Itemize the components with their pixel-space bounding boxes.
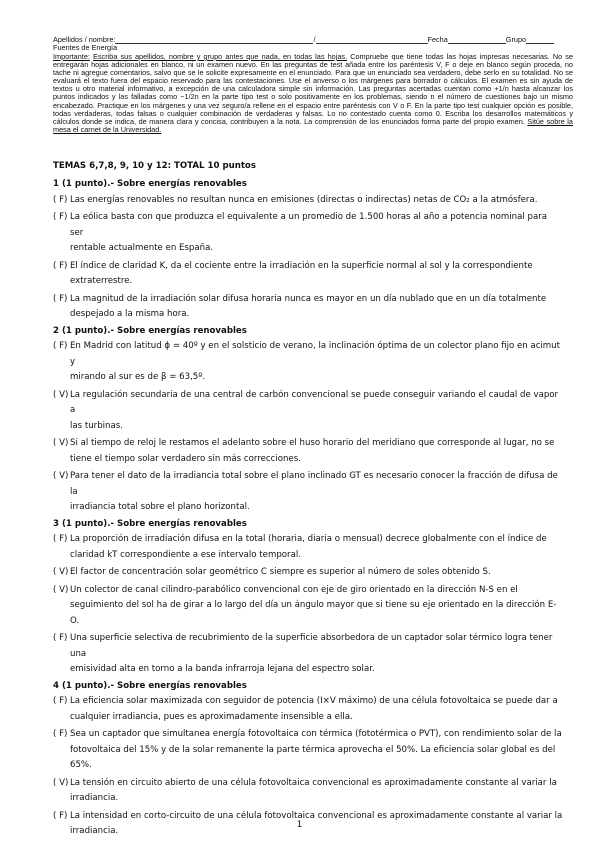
importante-label: Importante: xyxy=(53,52,90,61)
question-heading: 2 (1 punto).- Sobre energías renovables xyxy=(53,325,247,336)
answer-box[interactable]: ( V) xyxy=(53,567,69,577)
statement-text: claridad kT correspondiente a ese intervalo temporal. xyxy=(70,549,301,560)
statement-text: En Madrid con latitud ϕ = 40º y en el solsticio de verano, la inclinación óptima de un colector plano fijo en acimut y xyxy=(70,341,560,367)
answer-box[interactable]: ( V) xyxy=(53,777,69,788)
subject-name: Fuentes de Energía xyxy=(53,43,118,52)
test-item xyxy=(53,727,563,774)
answer-box[interactable]: ( F) xyxy=(53,293,68,304)
statement-text: tiene el tiempo solar verdadero sin más correcciones. xyxy=(70,453,301,464)
test-item xyxy=(53,565,563,581)
test-item xyxy=(53,292,563,323)
test-item xyxy=(53,469,563,516)
instructions-end: Sitúe sobre la mesa el carnet de la Universidad. xyxy=(53,116,573,134)
grupo-blank[interactable] xyxy=(526,36,554,44)
apellidos-blank[interactable] xyxy=(115,35,316,44)
statement-text: La eficiencia solar maximizada con seguidor de potencia (I×V máximo) de una célula fotovoltaica se puede dar a xyxy=(70,696,558,706)
statement-text: emisividad alta en torno a la banda infrarroja lejana del espectro solar. xyxy=(70,664,375,674)
name-separator: / xyxy=(313,35,316,44)
answer-box[interactable]: ( F) xyxy=(53,212,68,222)
statement-text: fotovoltaica del 15% y de la solar remanente la parte térmica aprovecha el 50%. La eficiencia solar global es del xyxy=(70,744,556,755)
statement-text: La eólica basta con que produzca el equivalente a un promedio de 1.500 horas al año a potencia nominal para ser xyxy=(70,212,548,238)
instructions-body: Compruebe que tiene todas las hojas impresas necesarias. No se entregarán hojas adicionales en blanco, ni un examen nuevo. En las preguntas de test añada entre los paréntesis V, F o deje en blanco según proceda, no tache ni agregue comentarios, salvo que se le solicite expresamente en el enunciado. Para que un enunciado sea verdadero, debe serlo en su totalidad. No se evaluará el texto fuera del espacio reservado para las contestaciones. Use el anverso o los márgenes para borrador o cálculos. El examen es sin ayuda de textos u otro material informativo, a excepción de una calculadora simple sin información. Las preguntas acertadas cuentan como +1/n hasta alcanzar los puntos indicados y las falladas como −1/2n en la parte tipo test o solo positivamente en los problemas, siendo n el número de cuestiones bajo un mismo encabezado. Practique en los márgenes y una vez seguro/a rellene en el espacio entre paréntesis con V o F. En la parte tipo test cualquier opción es posible, todas verdaderas, todas falsas o cualquier combinación de verdaderas y falsas. Lo no contestado cuenta como 0. Escriba los desarrollos matemáticos y cálculos donde se indica, de manera clara y concisa, contribuyen a la nota. La comprensión de los enunciados forma parte del propio examen. xyxy=(53,52,573,126)
statement-text: cualquier irradiancia, pues es aproximadamente insensible a ella. xyxy=(70,711,353,722)
answer-box[interactable]: ( V) xyxy=(53,584,69,595)
test-item xyxy=(53,339,563,386)
page-number: 1 xyxy=(296,820,303,830)
exam-title: TEMAS 6,7,8, 9, 10 y 12: TOTAL 10 puntos xyxy=(53,161,256,171)
statement-text: extraterrestre. xyxy=(70,276,133,286)
statement-text: La intensidad en corto-circuito de una célula fotovoltaica convencional es aproximadamente constante al variar la xyxy=(70,810,563,821)
answer-box[interactable]: ( F) xyxy=(53,633,68,643)
statement-text: La proporción de irradiación difusa en la total (horaria, diaria o mensual) decrece globalmente con el índice de xyxy=(70,534,547,544)
test-item xyxy=(53,583,563,630)
test-item xyxy=(53,631,563,678)
fecha-label: Fecha xyxy=(427,35,448,44)
nombre-blank[interactable] xyxy=(316,36,428,44)
statement-text: despejado a la misma hora. xyxy=(70,309,190,319)
question-heading: 3 (1 punto).- Sobre energías renovables xyxy=(53,518,247,529)
statement-text: las turbinas. xyxy=(70,420,123,431)
answer-box[interactable]: ( F) xyxy=(53,341,68,351)
answer-box[interactable]: ( F) xyxy=(53,729,68,739)
statement-text: Una superficie selectiva de recubrimiento de la superficie absorbedora de un captador solar térmico logra tener una xyxy=(70,633,553,659)
answer-box[interactable]: ( V) xyxy=(53,471,69,481)
grupo-label: Grupo xyxy=(505,35,527,44)
test-item xyxy=(53,210,563,257)
test-item xyxy=(53,776,563,807)
statement-text: rentable actualmente en España. xyxy=(70,243,214,253)
question-sections xyxy=(53,178,563,840)
fecha-blank[interactable] xyxy=(448,36,506,44)
statement-text: irradiancia. xyxy=(70,826,119,836)
instructions xyxy=(53,53,573,134)
statement-text: La magnitud de la irradiación solar difusa horaria nunca es mayor en un día nublado que en un día totalmente xyxy=(70,293,547,304)
question-heading: 4 (1 punto).- Sobre energías renovables xyxy=(53,680,247,691)
answer-box[interactable]: ( F) xyxy=(53,260,68,271)
test-item xyxy=(53,193,563,209)
answer-box[interactable]: ( V) xyxy=(53,438,69,448)
statement-text: Sea un captador que simultanea energía fotovoltaica con térmica (fototérmica o PVT), con rendimiento solar de la xyxy=(70,729,562,739)
test-item xyxy=(53,694,563,725)
answer-box[interactable]: ( F) xyxy=(53,534,68,544)
statement-text: irradiancia. xyxy=(70,793,119,803)
instructions-underlined: Escriba sus apellidos, nombre y grupo antes que nada, en todas las hojas. xyxy=(93,52,348,61)
test-item xyxy=(53,259,563,290)
statement-text: Las energías renovables no resultan nunca en emisiones (directas o indirectas) netas de CO₂ a la atmósfera. xyxy=(70,194,538,205)
statement-text: Para tener el dato de la irradiancia total sobre el plano inclinado GT es necesario conocer la fracción de difusa de la xyxy=(70,471,558,497)
statement-text: 65%. xyxy=(70,760,92,770)
statement-text: El índice de claridad K, da el cociente entre la irradiación en la superficie normal al sol y la correspondiente xyxy=(70,260,533,271)
answer-box[interactable]: ( V) xyxy=(53,389,69,400)
test-item xyxy=(53,388,563,435)
statement-text: El factor de concentración solar geométrico C siempre es superior al número de soles obtenido S. xyxy=(70,567,491,577)
statement-text: La tensión en circuito abierto de una célula fotovoltaica convencional es aproximadamente constante al variar la xyxy=(70,777,557,788)
student-info-line xyxy=(53,36,573,44)
statement-text: mirando al sur es de β = 63,5º. xyxy=(70,372,206,382)
answer-box[interactable]: ( F) xyxy=(53,810,68,821)
exam-body xyxy=(53,160,563,842)
statement-text: irradiancia total sobre el plano horizontal. xyxy=(70,502,250,512)
statement-text: La regulación secundaria de una central de carbón convencional se puede conseguir variando el caudal de vapor a xyxy=(70,389,559,415)
statement-text: seguimiento del sol ha de girar a lo largo del día un ángulo mayor que si tiene su eje orientado en la dirección E-O. xyxy=(70,600,557,626)
statement-text: Si al tiempo de reloj le restamos el adelanto sobre el huso horario del meridiano que corresponde al lugar, no se xyxy=(70,438,555,448)
test-item xyxy=(53,532,563,563)
apellidos-label: Apellidos / nombre: xyxy=(53,35,116,44)
answer-box[interactable]: ( F) xyxy=(53,194,68,205)
question-heading: 1 (1 punto).- Sobre energías renovables xyxy=(53,179,247,189)
test-item xyxy=(53,436,563,467)
statement-text: Un colector de canal cilindro-parabólico convencional con eje de giro orientado en la dirección N-S en el xyxy=(70,584,518,595)
answer-box[interactable]: ( F) xyxy=(53,696,68,706)
